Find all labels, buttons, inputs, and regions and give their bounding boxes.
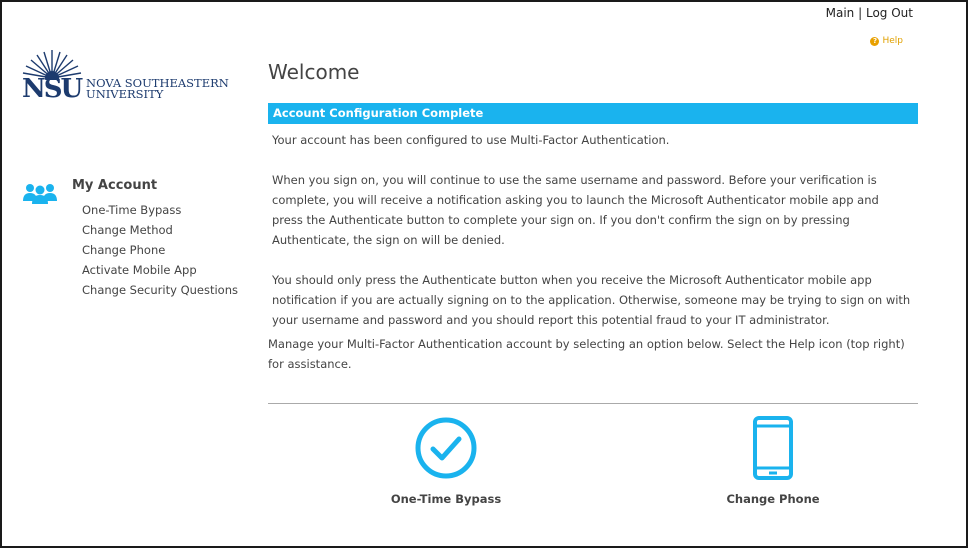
main-content (268, 60, 918, 506)
nsu-logo (22, 48, 237, 108)
info-paragraph: You should only press the Authenticate button when you receive the Microsoft Authenticator mobile app notification if you are actually signing on to the application. Otherwise, someone may be trying to sign on with your username and password and you should report this potential fraud to your IT administrator. (272, 273, 911, 327)
sidebar-item-one-time-bypass[interactable]: One-Time Bypass (82, 203, 182, 217)
change-phone-label: Change Phone (726, 492, 820, 506)
my-account-title: My Account (72, 178, 158, 193)
change-phone-option[interactable] (713, 416, 833, 506)
sidebar-item-change-phone[interactable]: Change Phone (82, 243, 166, 257)
phone-icon (741, 416, 805, 480)
logo-line1: NOVA SOUTHEASTERN (86, 76, 229, 90)
sidebar-item-activate-mobile-app[interactable]: Activate Mobile App (82, 263, 197, 277)
check-circle-icon (414, 416, 478, 480)
sidebar-item-change-method[interactable]: Change Method (82, 223, 173, 237)
manage-instructions: Manage your Multi-Factor Authentication account by selecting an option below. Select the Help icon (top right) for assistance. (268, 337, 905, 371)
sidebar-item-change-security-questions[interactable]: Change Security Questions (82, 283, 238, 297)
logo-name (86, 78, 229, 100)
one-time-bypass-label: One-Time Bypass (390, 492, 502, 506)
status-banner: Account Configuration Complete (268, 103, 918, 124)
info-paragraph: When you sign on, you will continue to use the same username and password. Before your verification is complete, you will receive a notification asking you to launch the Microsoft Authenticator mobile app and press the Authenticate button to complete your sign on. If you don't confirm the sign on by pressing Authenticate, the sign on will be denied. (272, 173, 879, 247)
logo-line2: UNIVERSITY (86, 87, 164, 101)
main-link[interactable]: Main (825, 6, 855, 20)
help-label: Help (882, 36, 903, 46)
account-menu (82, 200, 238, 300)
info-paragraph: Your account has been configured to use Multi-Factor Authentication. (272, 133, 670, 147)
info-text (272, 130, 912, 350)
top-nav (826, 6, 913, 20)
help-icon: ? (870, 37, 879, 46)
page-title: Welcome (268, 60, 360, 84)
users-icon (22, 181, 58, 205)
nav-separator: | (858, 6, 863, 20)
one-time-bypass-option[interactable] (386, 416, 506, 506)
divider (268, 403, 918, 404)
help-link[interactable] (870, 36, 903, 46)
logo-abbrev: NSU (22, 74, 82, 104)
logout-link[interactable]: Log Out (865, 6, 913, 20)
